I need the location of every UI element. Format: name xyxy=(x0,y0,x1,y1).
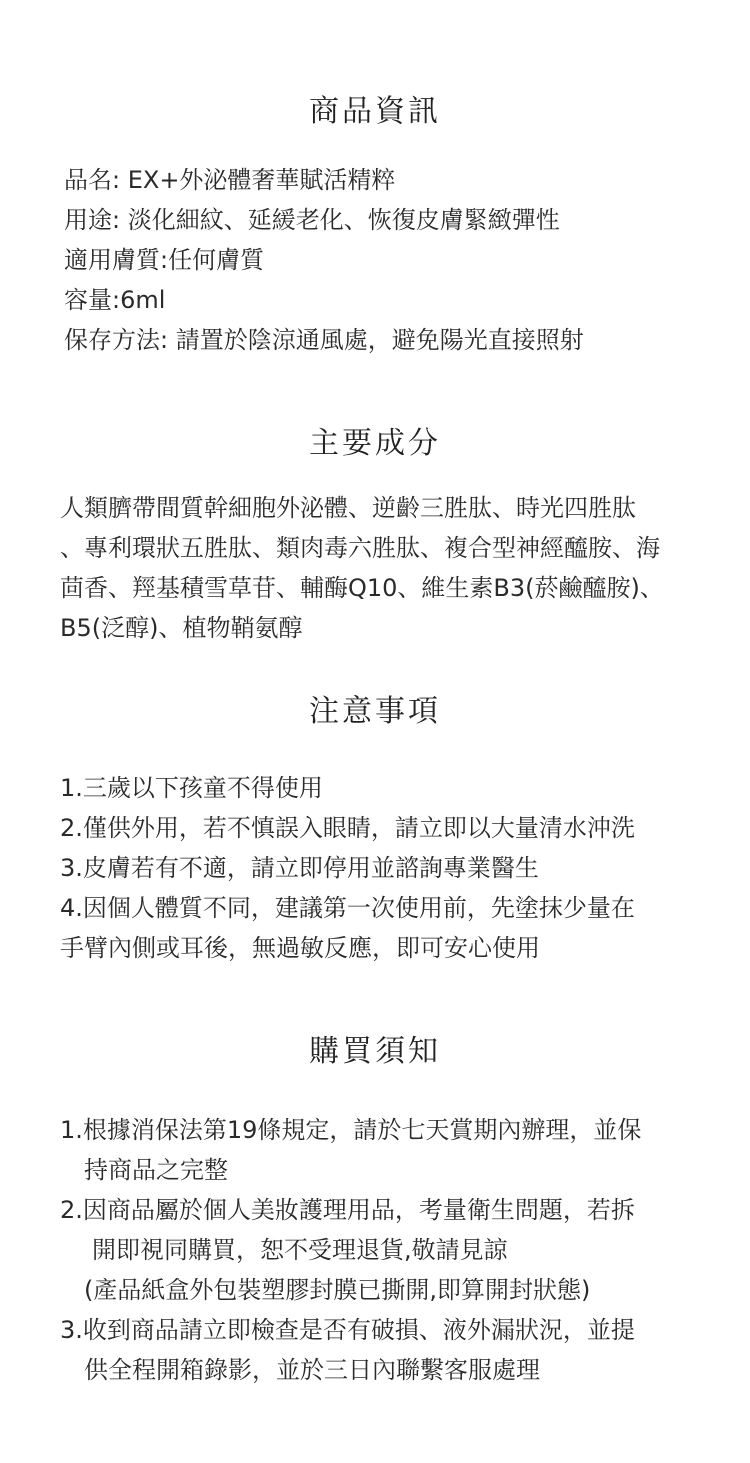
product-usage-line: 用途: 淡化細紋、延緩老化、恢復皮膚緊緻彈性 xyxy=(64,206,560,234)
skin-type-line: 適用膚質:任何膚質 xyxy=(64,246,265,274)
caution-item: 3.皮膚若有不適，請立即停用並諮詢專業醫生 xyxy=(60,854,539,882)
purchase-item: 3.收到商品請立即檢查是否有破損、液外漏狀況，並提 xyxy=(60,1316,635,1344)
product-info-title: 商品資訊 xyxy=(309,94,441,129)
purchase-item-note: (產品紙盒外包裝塑膠封膜已撕開,即算開封狀態) xyxy=(84,1276,591,1304)
storage-line: 保存方法: 請置於陰涼通風處，避免陽光直接照射 xyxy=(64,326,584,354)
purchase-item-continued: 供全程開箱錄影，並於三日內聯繫客服處理 xyxy=(84,1356,540,1384)
purchase-title: 購買須知 xyxy=(309,1034,441,1069)
purchase-item-continued: 持商品之完整 xyxy=(84,1156,228,1184)
ingredients-line: B5(泛醇)、植物鞘氨醇 xyxy=(60,614,303,642)
purchase-item: 2.因商品屬於個人美妝護理用品，考量衛生問題，若拆 xyxy=(60,1196,635,1224)
cautions-title: 注意事項 xyxy=(309,694,441,729)
ingredients-line: 、專利環狀五胜肽、類肉毒六胜肽、複合型神經醯胺、海 xyxy=(60,534,660,562)
caution-item: 4.因個人體質不同，建議第一次使用前，先塗抹少量在 xyxy=(60,894,635,922)
volume-line: 容量:6ml xyxy=(64,286,166,314)
caution-item: 1.三歲以下孩童不得使用 xyxy=(60,774,323,802)
purchase-item-continued: 開即視同購買，恕不受理退貨,敬請見諒 xyxy=(92,1236,508,1264)
caution-item: 2.僅供外用，若不慎誤入眼睛，請立即以大量清水沖洗 xyxy=(60,814,635,842)
purchase-item: 1.根據消保法第19條規定，請於七天賞期內辦理，並保 xyxy=(60,1116,642,1144)
ingredients-line: 人類臍帶間質幹細胞外泌體、逆齡三胜肽、時光四胜肽 xyxy=(60,494,636,522)
caution-item-continued: 手臂內側或耳後，無過敏反應，即可安心使用 xyxy=(60,934,540,962)
product-name-line: 品名: EX+外泌體奢華賦活精粹 xyxy=(64,166,396,194)
ingredients-title: 主要成分 xyxy=(309,426,441,461)
ingredients-line: 茴香、羥基積雪草苷、輔酶Q10、維生素B3(菸鹼醯胺)、 xyxy=(60,574,664,602)
